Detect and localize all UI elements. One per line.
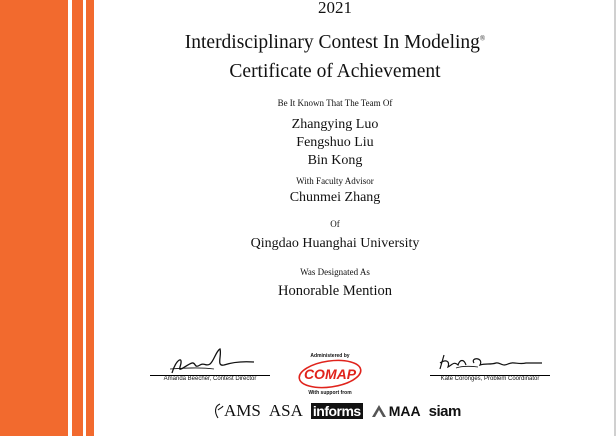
director-signature-block xyxy=(150,345,270,385)
maa-emblem-icon xyxy=(371,404,387,418)
sponsor-logos xyxy=(212,400,461,422)
maa-logo xyxy=(371,403,421,419)
orange-stripe-medium xyxy=(72,0,83,436)
certificate-year: 2021 xyxy=(318,0,352,17)
faculty-advisor: Chunmei Zhang xyxy=(289,190,381,205)
certificate-title: Certificate of Achievement xyxy=(229,61,441,82)
director-signature-icon xyxy=(150,345,270,377)
ams-logo-text: AMS xyxy=(224,401,261,420)
designation: Honorable Mention xyxy=(278,283,392,299)
asa-logo: ASA xyxy=(268,401,303,420)
known-label: Be It Known That The Team Of xyxy=(277,98,393,108)
university-name: Qingdao Huanghai University xyxy=(250,236,420,251)
of-label: Of xyxy=(330,219,340,229)
ams-logo xyxy=(212,401,261,421)
comap-logo-text: COMAP xyxy=(303,366,357,382)
team-member: Fengshuo Liu xyxy=(296,135,374,150)
coordinator-signature-block xyxy=(430,345,550,385)
coordinator-signature-icon xyxy=(430,345,550,377)
informs-logo-text: informs xyxy=(312,403,361,419)
team-member: Bin Kong xyxy=(307,153,363,168)
maa-logo-text: MAA xyxy=(388,403,421,419)
advisor-label: With Faculty Advisor xyxy=(296,176,374,186)
coordinator-name: Kate Coronges, Problem Coordinator xyxy=(440,376,540,382)
siam-logo: siam xyxy=(428,402,461,420)
contest-name xyxy=(140,32,530,54)
administered-label: Administered by xyxy=(310,353,350,359)
ams-leaf-icon xyxy=(212,402,224,420)
orange-stripe-wide xyxy=(0,0,68,436)
orange-stripe-thin xyxy=(86,0,94,436)
designated-label: Was Designated As xyxy=(300,267,370,277)
comap-logo xyxy=(296,359,364,389)
director-name: Amanda Beecher, Contest Director xyxy=(163,376,257,382)
support-label: With support from xyxy=(308,390,352,396)
registered-mark: ® xyxy=(479,34,486,43)
contest-name-text: Interdisciplinary Contest In Modeling xyxy=(184,32,480,53)
informs-logo xyxy=(311,403,363,419)
team-member: Zhangying Luo xyxy=(291,117,379,132)
